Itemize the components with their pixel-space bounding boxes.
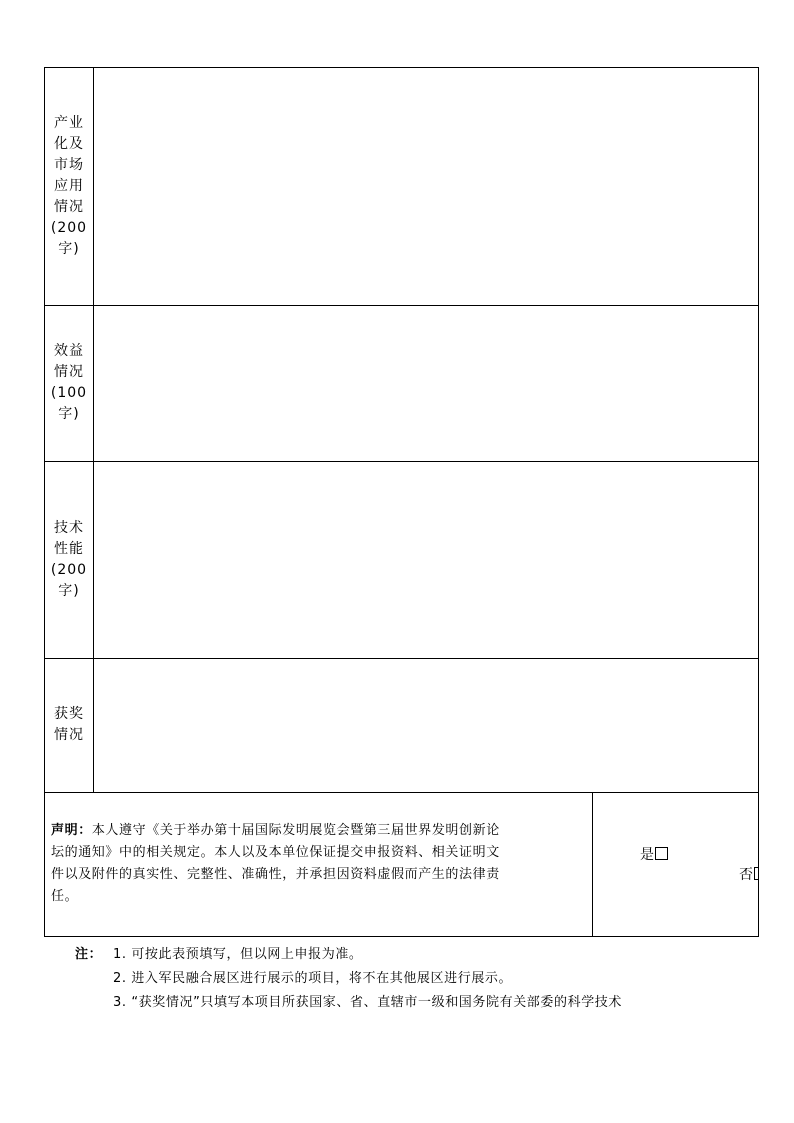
agree-yes-option[interactable]: [640, 845, 668, 865]
note-item: 3. “获奖情况”只填写本项目所获国家、省、直辖市一级和国务院有关部委的科学技术: [113, 995, 623, 1010]
note-item: 2. 进入军民融合展区进行展示的项目，将不在其他展区进行展示。: [113, 971, 513, 986]
awards-content-cell[interactable]: [95, 660, 757, 791]
benefits-label: 效益 情况 (100 字): [50, 343, 88, 422]
notes-label: 注：: [75, 947, 103, 962]
table-bottom-border: [44, 936, 759, 937]
awards-label: 获奖 情况: [54, 706, 84, 743]
no-checkbox[interactable]: [754, 867, 758, 880]
industrialization-content-cell[interactable]: [95, 69, 757, 304]
benefits-content-cell[interactable]: [95, 307, 757, 460]
row-divider-4: [44, 792, 759, 793]
yes-checkbox[interactable]: [655, 847, 668, 860]
declaration-title: 声明：: [51, 823, 92, 838]
technical-performance-content-cell[interactable]: [95, 463, 757, 657]
agree-no-option[interactable]: [739, 865, 758, 885]
technical-performance-label: 技术 性能 (200 字): [50, 519, 88, 599]
table-right-border: [758, 67, 759, 937]
yes-label: 是: [640, 847, 654, 863]
label-column-divider: [93, 67, 94, 793]
table-top-border: [44, 67, 759, 68]
no-label: 否: [739, 867, 753, 883]
row-divider-2: [44, 461, 759, 462]
row-divider-3: [44, 658, 759, 659]
row-divider-1: [44, 305, 759, 306]
declaration-text: 声明：本人遵守《关于举办第十届国际发明展览会暨第三届世界发明创新论 坛的通知》中的相关规定。本人以及本单位保证提交申报资料、相关证明文 件以及附件的真实性、完整性、准确性，并承担因资料虚假而产生的法律责 任。: [51, 823, 500, 904]
declaration-column-divider: [592, 792, 593, 937]
industrialization-label: 产业 化及 市场 应用 情况 (200 字): [50, 114, 88, 257]
note-item: 1. 可按此表预填写，但以网上申报为准。: [113, 947, 363, 962]
notes-section: [75, 943, 623, 1015]
